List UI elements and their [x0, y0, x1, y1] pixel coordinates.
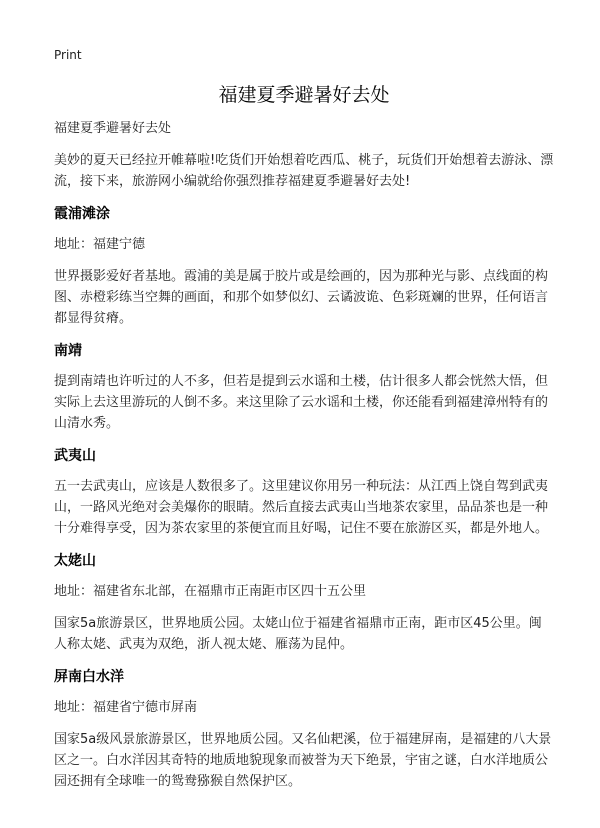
section-body-xiapu: 世界摄影爱好者基地。霞浦的美是属于胶片或是绘画的，因为那种光与影、点线面的构图、赤橙彩练当空舞的画面，和那个如梦似幻、云谲波诡、色彩斑斓的世界，任何语言都显得贫瘠。 [54, 269, 549, 326]
section-body-wuyishan: 五一去武夷山，应该是人数很多了。这里建议你用另一种玩法：从江西上饶自驾到武夷山，一路风光绝对会美爆你的眼睛。然后直接去武夷山当地茶农家里，品品茶也是一种十分难得享受，因为茶农家里的茶便宜而且好喝，记住不要在旅游区买，都是外地人。 [54, 479, 549, 536]
print-link[interactable]: Print [54, 48, 82, 62]
section-heading-nanjing: 南靖 [54, 343, 82, 359]
section-body-taimushan: 国家5a旅游景区，世界地质公园。太姥山位于福建省福鼎市正南，距市区45公里。闽人称太姥、武夷为双绝，浙人视太姥、雁荡为昆仲。 [54, 616, 542, 652]
section-body-nanjing: 提到南靖也许听过的人不多，但若是提到云水谣和土楼，估计很多人都会恍然大悟，但实际上去这里游玩的人倒不多。来这里除了云水谣和土楼，你还能看到福建漳州特有的山清水秀。 [54, 374, 549, 431]
article-body [54, 118, 554, 803]
section-address-xiapu: 地址：福建宁德 [54, 237, 146, 252]
article-subtitle: 福建夏季避暑好去处 [54, 121, 172, 136]
article-intro: 美妙的夏天已经拉开帷幕啦!吃货们开始想着吃西瓜、桃子，玩货们开始想着去游泳、漂流，接下来，旅游网小编就给你强烈推荐福建夏季避暑好去处! [54, 153, 554, 189]
section-heading-baishuiyang: 屏南白水洋 [54, 669, 124, 685]
section-heading-taimushan: 太姥山 [54, 553, 96, 569]
section-body-baishuiyang: 国家5a级风景旅游景区，世界地质公园。又名仙耙溪，位于福建屏南，是福建的八大景区之一。白水洋因其奇特的地质地貌现象而被誉为天下绝景，宇宙之谜，白水洋地质公园还拥有全球唯一的鸳鸯猕猴自然保护区。 [54, 732, 552, 789]
section-heading-wuyishan: 武夷山 [54, 448, 96, 464]
section-address-taimushan: 地址：福建省东北部，在福鼎市正南距市区四十五公里 [54, 584, 367, 599]
section-address-baishuiyang: 地址：福建省宁德市屏南 [54, 700, 198, 715]
section-heading-xiapu: 霞浦滩涂 [54, 206, 110, 222]
page-title: 福建夏季避暑好去处 [218, 84, 390, 106]
